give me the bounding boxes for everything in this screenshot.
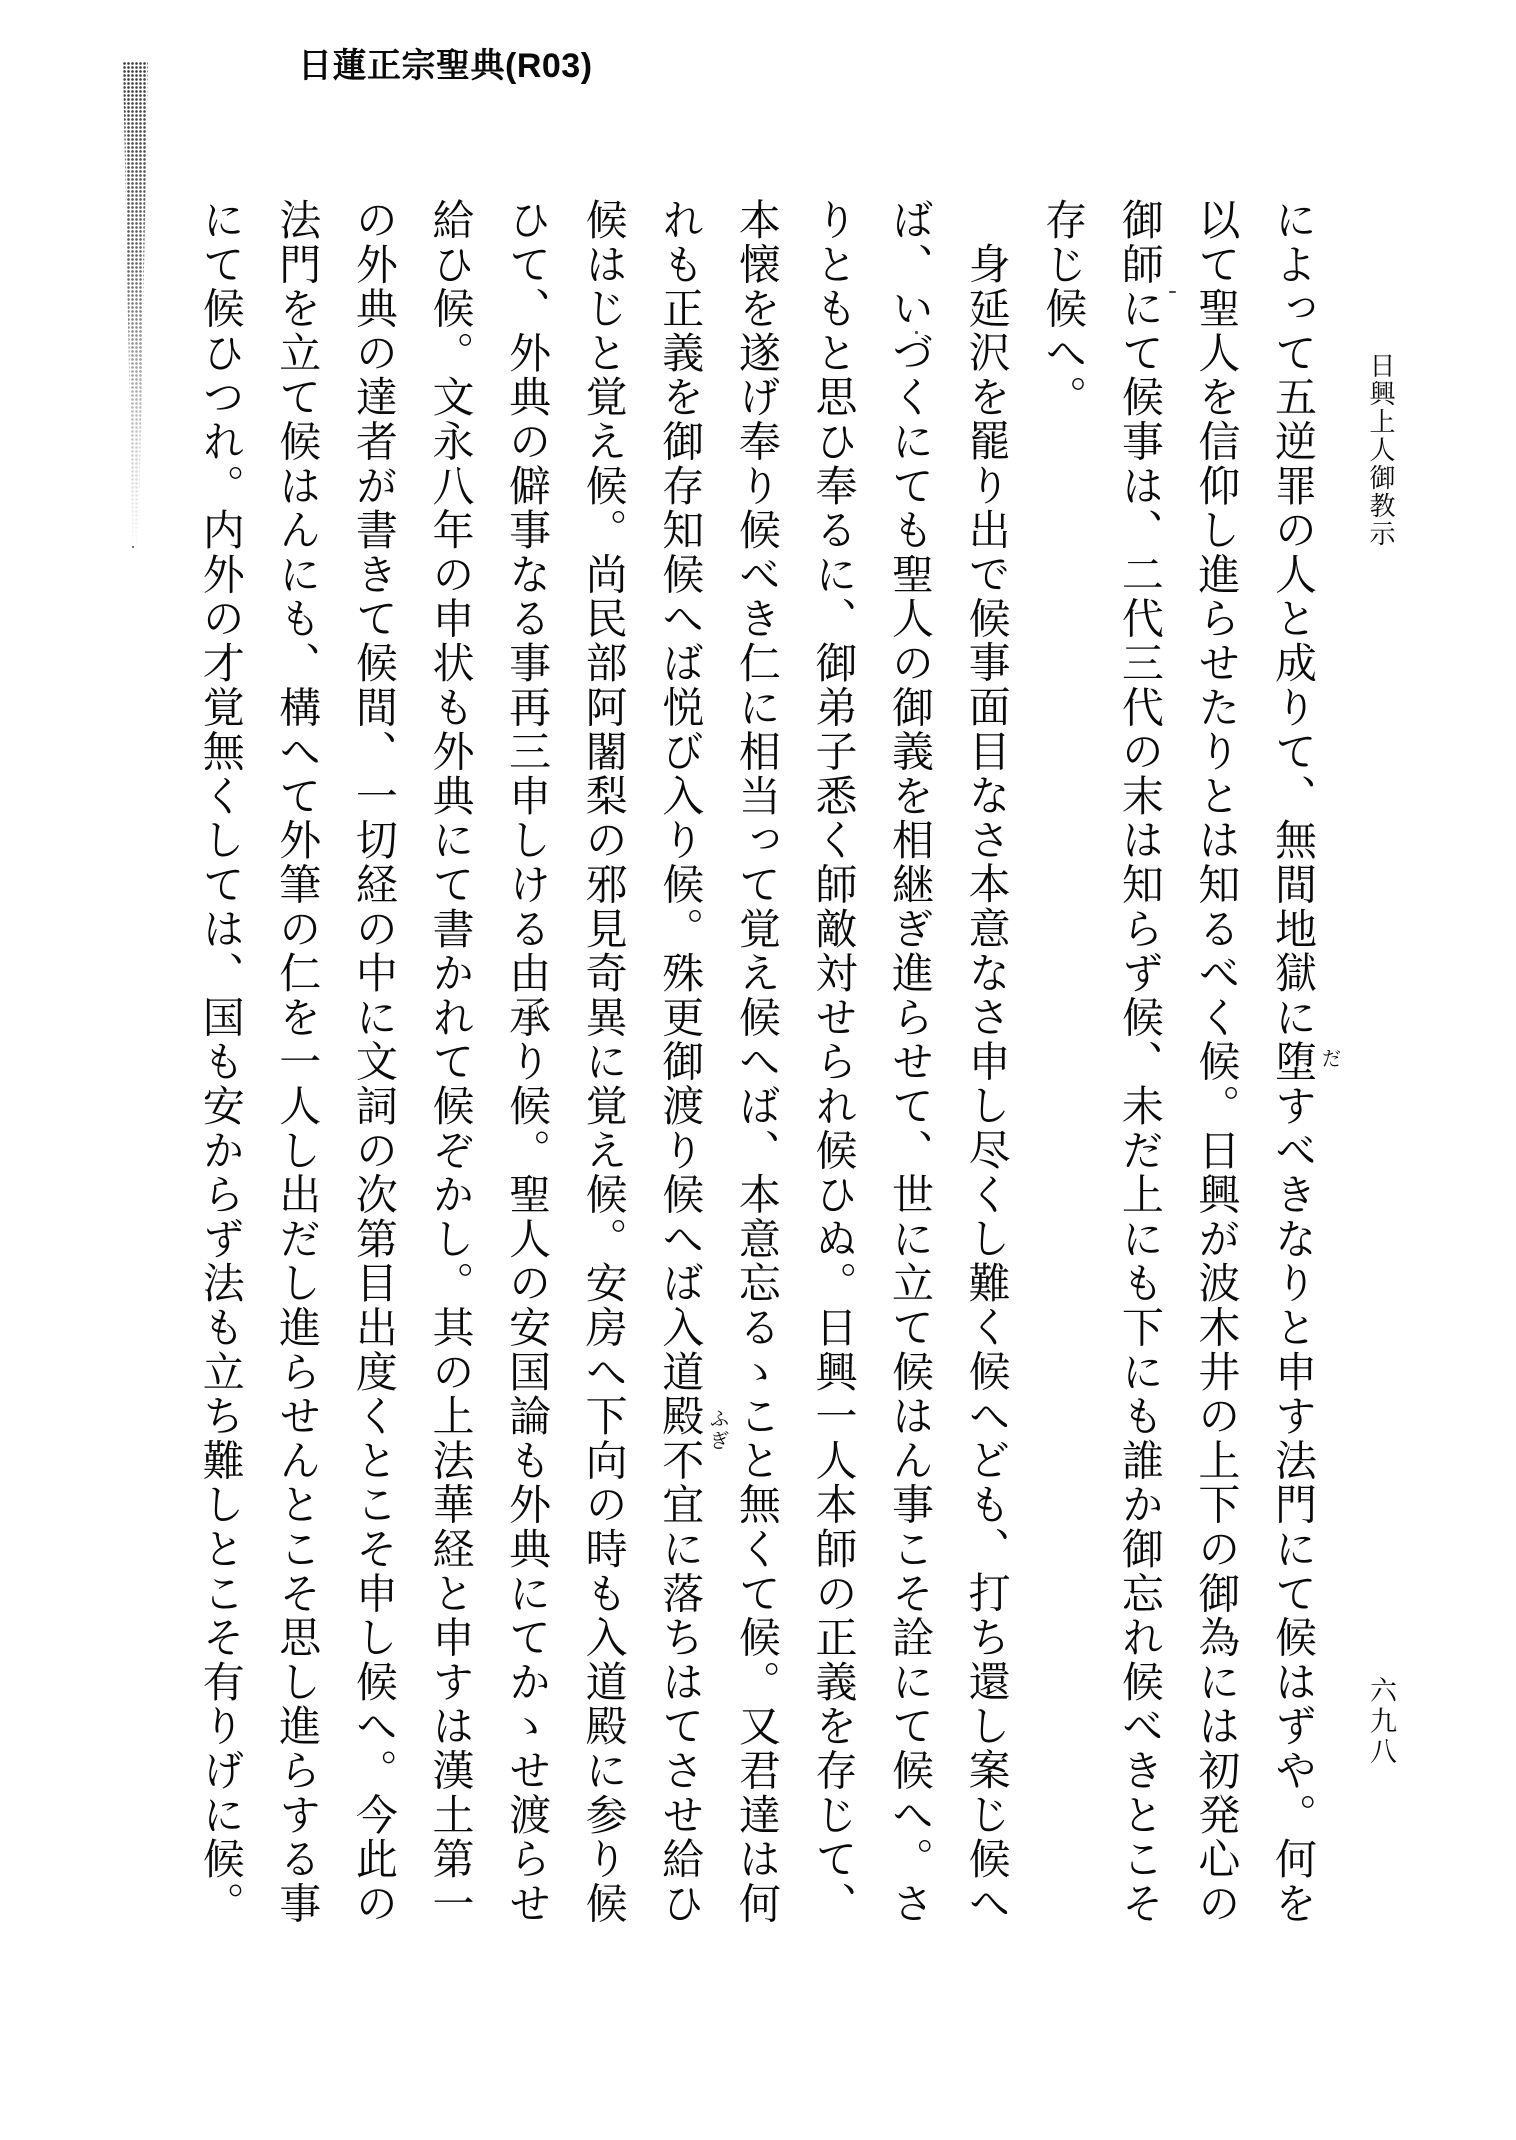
scan-artifact-streak [123,62,148,552]
section-side-label: 日興上人御教示 [1366,352,1395,548]
furigana-annotation-da: だ [1318,1048,1340,1070]
scan-artifact-speck [132,546,134,548]
page-number: 六九八 [1366,1676,1396,1768]
furigana-annotation-fugi: ふぎ [706,1408,728,1452]
paragraph-continuation: によって五逆罪の人と成りて、無間地獄に堕すべきなりと申す法門にて候はずや。何を以て聖人を信仰し進らせたりとは知るべく候。日興が波木井の上下の御為には初発心の御師にて候事は、二代三代の末は知らず候、未だ上にも下にも誰か御忘れ候べきとこそ存じ候へ。 [1039,198,1315,1926]
paragraph-minobu: 身延沢を罷り出で候事面目なさ本意なさ申し尽くし難く候へども、打ち還し案じ候へば、いづくにても聖人の御義を相継ぎ進らせて、世に立て候はん事こそ詮にて候へ。さりともと思ひ奉るに、御弟子悉く師敵対せられ候ひぬ。日興一人本師の正義を存じて、本懐を遂げ奉り候べき仁に相当って覚え候へば、本意忘るゝこと無くて候。又君達は何れも正義を御存知候へば悦び入り候。殊更御渡り候へば入道殿不宜に落ちはてさせ給ひ候はじと覚え候。尚民部阿闍梨の邪見奇異に覚え候。安房へ下向の時も入道殿に参り候ひて、外典の僻事なる事再三申しける由承り候。聖人の安国論も外典にてかゝせ渡らせ給ひ候。文永八年の申状も外典にて書かれて候ぞかし。其の上法華経と申すは漢土第一の外典の達者が書きて候間、一切経の中に文詞の次第目出度くとこそ申し候へ。今此の法門を立て候はんにも、構へて外筆の仁を一人し出だし進らせんとこそ思し進らする事にて候ひつれ。内外の才覚無くしては、国も安からず法も立ち難しとこそ有りげに候。 [196,198,1009,1926]
document-header-title: 日蓮正宗聖典(R03) [298,47,593,85]
body-text-block [181,198,1330,1938]
